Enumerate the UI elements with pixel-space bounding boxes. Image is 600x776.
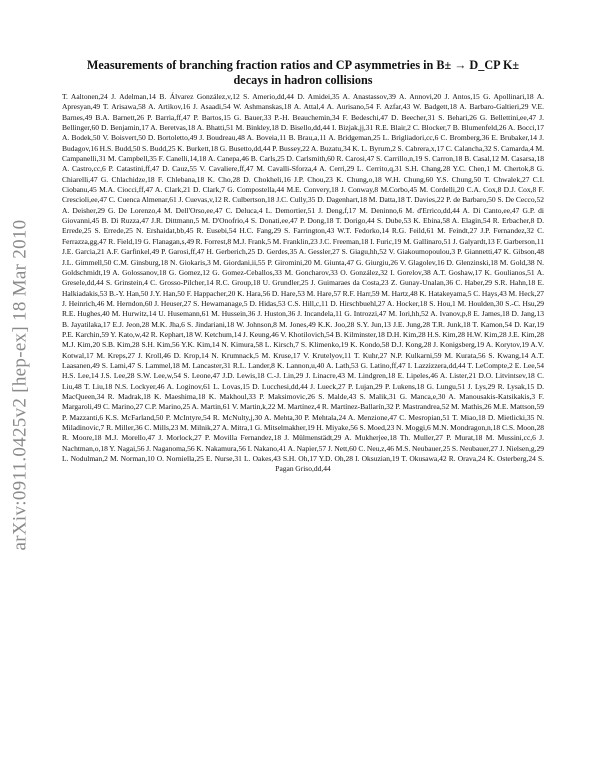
- title-line-1: Measurements of branching fraction ratios and CP asymmetries in B± → D_CP K±: [86, 58, 520, 72]
- paper-front-matter: [62, 58, 544, 475]
- title-line-2: decays in hadron collisions: [233, 73, 373, 87]
- arxiv-identifier: [6, 150, 34, 620]
- author-list: T. Aaltonen,24 J. Adelman,14 B. Álvarez González,v,12 S. Amerio,dd,44 D. Amidei,35 A. Anastassov,39 A. Annovi,20 J. Antos,15 G. Apollinari,18 A. Apresyan,49 T. Arisawa,58 A. Artikov,16 J. Asaadi,54 W. Ashmanskas,18 A. Attal,4 A. Aurisano,54 F. Azfar,43 W. Badgett,18 A. Barbaro-Galtieri,29 V.E. Barnes,49 B.A. Barnett,26 P. Barria,ff,47 P. Bartos,15 G. Bauer,33 P.-H. Beauchemin,34 F. Bedeschi,47 D. Beecher,31 S. Behari,26 G. Bellettini,ee,47 J. Bellinger,60 D. Benjamin,17 A. Beretvas,18 A. Bhatti,51 M. Binkley,18 D. Bisello,dd,44 I. Bizjak,jj,31 R.E. Blair,2 C. Blocker,7 B. Blumenfeld,26 A. Bocci,17 A. Bodek,50 V. Boisvert,50 D. Bortoletto,49 J. Boudreau,48 A. Boveia,11 B. Brau,a,11 A. Bridgeman,25 L. Brigliadori,cc,6 C. Bromberg,36 E. Brubaker,14 J. Budagov,16 H.S. Budd,50 S. Budd,25 K. Burkett,18 G. Busetto,dd,44 P. Bussey,22 A. Buzatu,34 K. L. Byrum,2 S. Cabrera,x,17 C. Calancha,32 S. Camarda,4 M. Campanelli,31 M. Campbell,35 F. Canelli,14,18 A. Canepa,46 B. Carls,25 D. Carlsmith,60 R. Carosi,47 S. Carrillo,n,19 S. Carron,18 B. Casal,12 M. Casarsa,18 A. Castro,cc,6 P. Catastini,ff,47 D. Cauz,55 V. Cavaliere,ff,47 M. Cavalli-Sforza,4 A. Cerri,29 L. Cerrito,q,31 S.H. Chang,28 Y.C. Chen,1 M. Chertok,8 G. Chiarelli,47 G. Chlachidze,18 F. Chlebana,18 K. Cho,28 D. Chokheli,16 J.P. Chou,23 K. Chung,o,18 W.H. Chung,60 Y.S. Chung,50 T. Chwalek,27 C.I. Ciobanu,45 M.A. Ciocci,ff,47 A. Clark,21 D. Clark,7 G. Compostella,44 M.E. Convery,18 J. Conway,8 M.Corbo,45 M. Cordelli,20 C.A. Cox,8 D.J. Cox,8 F. Crescioli,ee,47 C. Cuenca Almenar,61 J. Cuevas,v,12 R. Culbertson,18 J.C. Cully,35 D. Dagenhart,18 M. Datta,18 T. Davies,22 P. de Barbaro,50 S. De Cecco,52 A. Deisher,29 G. De Lorenzo,4 M. Dell'Orso,ee,47 C. Deluca,4 L. Demortier,51 J. Deng,f,17 M. Deninno,6 M. d'Errico,dd,44 A. Di Canto,ee,47 G.P. di Giovanni,45 B. Di Ruzza,47 J.R. Dittmann,5 M. D'Onofrio,4 S. Donati,ee,47 P. Dong,18 T. Dorigo,44 S. Dube,53 K. Ebina,58 A. Elagin,54 R. Erbacher,8 D. Errede,25 S. Errede,25 N. Ershaidat,bb,45 R. Eusebi,54 H.C. Fang,29 S. Farrington,43 W.T. Fedorko,14 R.G. Feild,61 M. Feindt,27 J.P. Fernandez,32 C. Ferrazza,gg,47 R. Field,19 G. Flanagan,s,49 R. Forrest,8 M.J. Frank,5 M. Franklin,23 J.C. Freeman,18 I. Furic,19 M. Gallinaro,51 J. Galyardt,13 F. Garberson,11 J.E. Garcia,21 A.F. Garfinkel,49 P. Garosi,ff,47 H. Gerberich,25 D. Gerdes,35 A. Gessler,27 S. Giagu,hh,52 V. Giakoumopoulou,3 P. Giannetti,47 K. Gibson,48 J.L. Gimmell,50 C.M. Ginsburg,18 N. Giokaris,3 M. Giordani,ii,55 P. Giromini,20 M. Giunta,47 G. Giurgiu,26 V. Glagolev,16 D. Glenzinski,18 M. Gold,38 N. Goldschmidt,19 A. Golossanov,18 G. Gomez,12 G. Gomez-Ceballos,33 M. Goncharov,33 O. González,32 I. Gorelov,38 A.T. Goshaw,17 K. Goulianos,51 A. Gresele,dd,44 S. Grinstein,4 C. Grosso-Pilcher,14 R.C. Group,18 U. Grundler,25 J. Guimaraes da Costa,23 Z. Gunay-Unalan,36 C. Haber,29 S.R. Hahn,18 E. Halkiadakis,53 B.-Y. Han,50 J.Y. Han,50 F. Happacher,20 K. Hara,56 D. Hare,53 M. Hare,57 R.F. Harr,59 M. Hartz,48 K. Hatakeyama,5 C. Hays,43 M. Heck,27 J. Heinrich,46 M. Herndon,60 J. Heuser,27 S. Hewamanage,5 D. Hidas,53 C.S. Hill,c,11 D. Hirschbuehl,27 A. Hocker,18 S. Hou,1 M. Houlden,30 S.-C. Hsu,29 R.E. Hughes,40 M. Hurwitz,14 U. Husemann,61 M. Hussein,36 J. Huston,36 J. Incandela,11 G. Introzzi,47 M. Iori,hh,52 A. Ivanov,p,8 E. James,18 D. Jang,13 B. Jayatilaka,17 E.J. Jeon,28 M.K. Jha,6 S. Jindariani,18 W. Johnson,8 M. Jones,49 K.K. Joo,28 S.Y. Jun,13 J.E. Jung,28 T.R. Junk,18 T. Kamon,54 D. Kar,19 P.E. Karchin,59 Y. Kato,w,42 R. Kephart,18 W. Ketchum,14 J. Keung,46 V. Khotilovich,54 B. Kilminster,18 D.H. Kim,28 H.S. Kim,28 H.W. Kim,28 J.E. Kim,28 M.J. Kim,20 S.B. Kim,28 S.H. Kim,56 Y.K. Kim,14 N. Kimura,58 L. Kirsch,7 S. Klimenko,19 K. Kondo,58 D.J. Kong,28 J. Konigsberg,19 A. Korytov,19 A.V. Kotwal,17 M. Kreps,27 J. Kroll,46 D. Krop,14 N. Krumnack,5 M. Kruse,17 V. Krutelyov,11 T. Kuhr,27 N.P. Kulkarni,59 M. Kurata,56 S. Kwang,14 A.T. Laasanen,49 S. Lami,47 S. Lammel,18 M. Lancaster,31 R.L. Lander,8 K. Lannon,u,40 A. Lath,53 G. Latino,ff,47 I. Lazzizzera,dd,44 T. LeCompte,2 E. Lee,54 H.S. Lee,14 J.S. Lee,28 S.W. Lee,w,54 S. Leone,47 J.D. Lewis,18 C.-J. Lin,29 J. Linacre,43 M. Lindgren,18 E. Lipeles,46 A. Lister,21 D.O. Litvintsev,18 C. Liu,48 T. Liu,18 N.S. Lockyer,46 A. Loginov,61 L. Lovas,15 D. Lucchesi,dd,44 J. Lueck,27 P. Lujan,29 P. Lukens,18 G. Lungu,51 J. Lys,29 R. Lysak,15 D. MacQueen,34 R. Madrak,18 K. Maeshima,18 K. Makhoul,33 P. Maksimovic,26 S. Malde,43 S. Malik,31 G. Manca,e,30 A. Manousakis-Katsikakis,3 F. Margaroli,49 C. Marino,27 C.P. Marino,25 A. Martin,61 V. Martin,k,22 M. Martínez,4 R. Martínez-Ballarín,32 P. Mastrandrea,52 M. Mathis,26 M.E. Mattson,59 P. Mazzanti,6 K.S. McFarland,50 P. McIntyre,54 R. McNulty,j,30 A. Mehta,30 P. Mehtala,24 A. Menzione,47 C. Mesropian,51 T. Miao,18 D. Mietlicki,35 N. Miladinovic,7 R. Miller,36 C. Mills,23 M. Milnik,27 A. Mitra,1 G. Mitselmakher,19 H. Miyake,56 S. Moed,23 N. Moggi,6 M.N. Mondragon,n,18 C.S. Moon,28 R. Moore,18 M.J. Morello,47 J. Morlock,27 P. Movilla Fernandez,18 J. Mülmenstädt,29 A. Mukherjee,18 Th. Muller,27 P. Murat,18 M. Mussini,cc,6 J. Nachtman,o,18 Y. Nagai,56 J. Naganoma,56 K. Nakamura,56 I. Nakano,41 A. Napier,57 J. Nett,60 C. Neu,z,46 M.S. Neubauer,25 S. Neubauer,27 J. Nielsen,g,29 L. Nodulman,2 M. Norman,10 O. Norniella,25 E. Nurse,31 L. Oakes,43 S.H. Oh,17 Y.D. Oh,28 I. Oksuzian,19 T. Okusawa,42 R. Orava,24 K. Osterberg,24 S. Pagan Griso,dd,44: [62, 92, 544, 474]
- paper-title: [62, 58, 544, 88]
- arxiv-identifier-text: arXiv:0911.0425v2 [hep-ex] 18 Mar 2010: [9, 219, 30, 551]
